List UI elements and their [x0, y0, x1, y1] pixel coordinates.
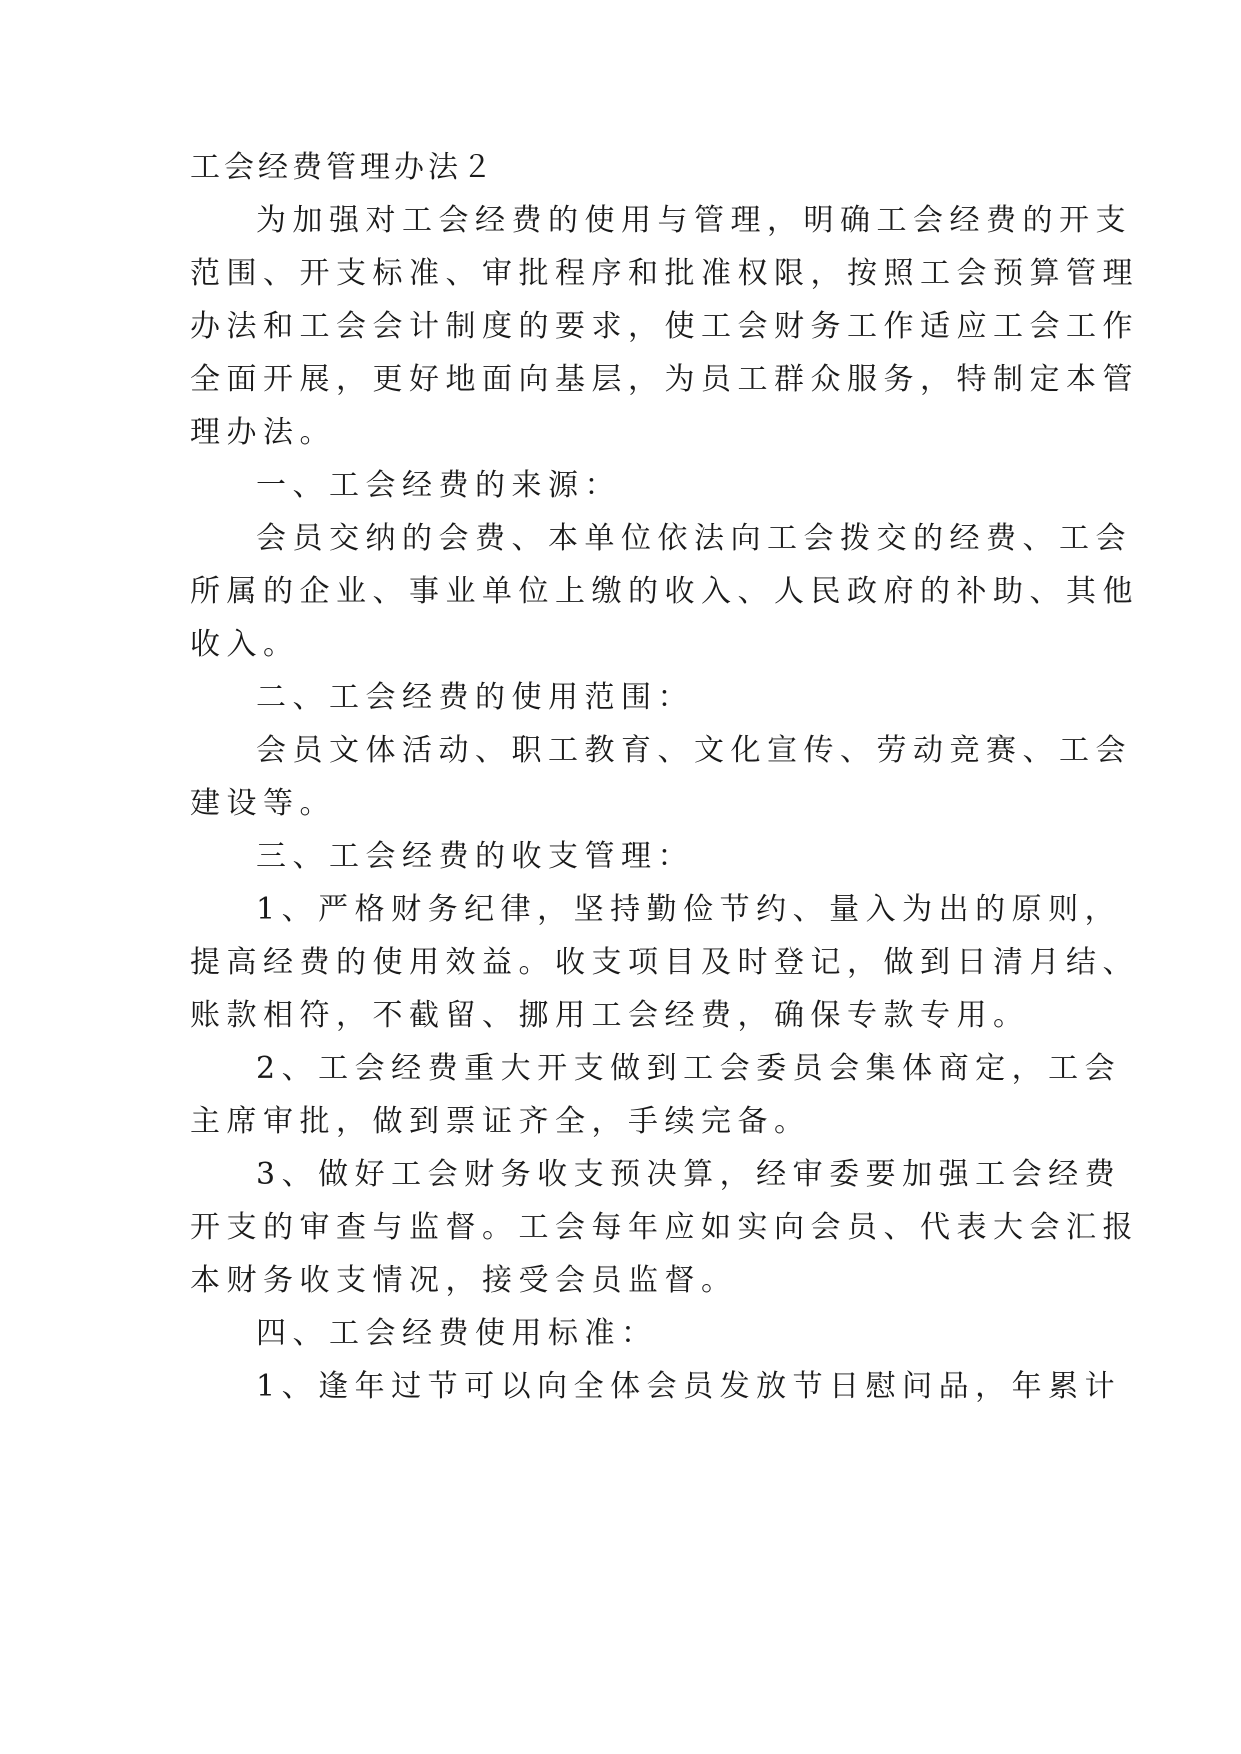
paragraph-line: 收入。	[190, 627, 300, 662]
paragraph-line: 所属的企业、事业单位上缴的收入、人民政府的补助、其他	[190, 574, 1139, 609]
section-heading: 一、工会经费的来源：	[256, 468, 621, 503]
paragraph-line: 1、严格财务纪律，坚持勤俭节约、量入为出的原则，	[256, 892, 1122, 927]
paragraph-line: 开支的审查与监督。工会每年应如实向会员、代表大会汇报	[190, 1210, 1139, 1245]
paragraph-line: 建设等。	[190, 786, 336, 821]
paragraph-line: 本财务收支情况，接受会员监督。	[190, 1263, 738, 1298]
paragraph-line: 范围、开支标准、审批程序和批准权限，按照工会预算管理	[190, 256, 1139, 291]
paragraph-line: 1、逢年过节可以向全体会员发放节日慰问品，年累计	[256, 1369, 1122, 1404]
paragraph-line: 3、做好工会财务收支预决算，经审委要加强工会经费	[256, 1157, 1122, 1192]
paragraph-line: 提高经费的使用效益。收支项目及时登记，做到日清月结、	[190, 945, 1139, 980]
paragraph-line: 账款相符，不截留、挪用工会经费，确保专款专用。	[190, 998, 1030, 1033]
paragraph-line: 会员文体活动、职工教育、文化宣传、劳动竞赛、工会	[256, 733, 1132, 768]
paragraph-line: 办法和工会会计制度的要求，使工会财务工作适应工会工作	[190, 309, 1139, 344]
paragraph-line: 全面开展，更好地面向基层，为员工群众服务，特制定本管	[190, 362, 1139, 397]
paragraph-line: 为加强对工会经费的使用与管理，明确工会经费的开支	[256, 203, 1132, 238]
paragraph-line: 会员交纳的会费、本单位依法向工会拨交的经费、工会	[256, 521, 1132, 556]
section-heading: 三、工会经费的收支管理：	[256, 839, 694, 874]
paragraph-line: 主席审批，做到票证齐全，手续完备。	[190, 1104, 811, 1139]
paragraph-line: 理办法。	[190, 415, 336, 450]
paragraph-line: 2、工会经费重大开支做到工会委员会集体商定，工会	[256, 1051, 1122, 1086]
section-heading: 四、工会经费使用标准：	[256, 1316, 658, 1351]
document-title: 工会经费管理办法２	[190, 150, 496, 185]
section-heading: 二、工会经费的使用范围：	[256, 680, 694, 715]
